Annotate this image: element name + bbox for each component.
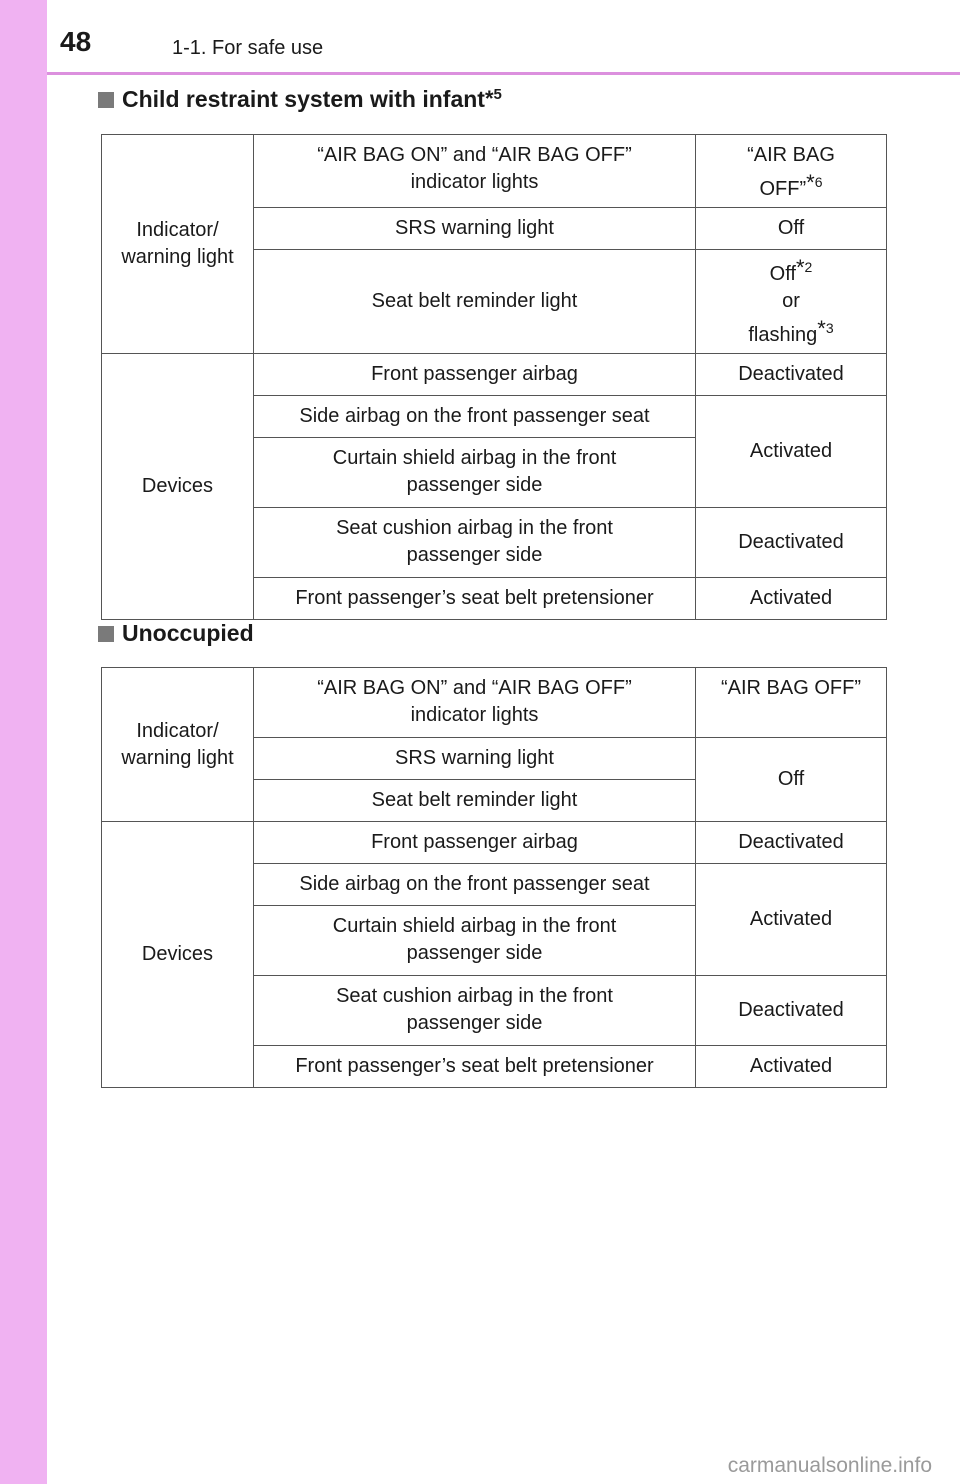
- row-name-srs: SRS warning light: [254, 208, 696, 250]
- side-tab-band: [0, 0, 47, 1484]
- row-name-seat-belt-reminder: Seat belt reminder light: [254, 250, 696, 354]
- row-value-indicator-lights: “AIR BAG OFF”: [696, 668, 887, 738]
- footnote-ref: 5: [493, 86, 502, 103]
- row-value-indicator-lights: “AIR BAG OFF”*$^6$: [696, 135, 887, 208]
- row-name-cushion-airbag: Seat cushion airbag in the front passenger side: [254, 508, 696, 578]
- bullet-square-icon: [98, 92, 114, 108]
- row-name-front-airbag: Front passenger airbag: [254, 354, 696, 396]
- row-value-cushion-airbag: Deactivated: [696, 976, 887, 1046]
- row-name-front-airbag: Front passenger airbag: [254, 822, 696, 864]
- devices-group-label: Devices: [102, 354, 254, 620]
- row-name-srs: SRS warning light: [254, 738, 696, 780]
- row-value-side-curtain: Activated: [696, 396, 887, 508]
- table-child-restraint-infant: [101, 134, 887, 620]
- row-value-seat-belt-reminder: Off*$^2$ or flashing*$^3$: [696, 250, 887, 354]
- row-value-cushion-airbag: Deactivated: [696, 508, 887, 578]
- header-rule: [47, 72, 960, 75]
- row-value-srs: Off: [696, 208, 887, 250]
- row-name-curtain-airbag: Curtain shield airbag in the front passenger side: [254, 438, 696, 508]
- row-name-side-airbag: Side airbag on the front passenger seat: [254, 396, 696, 438]
- table-row: [102, 354, 887, 396]
- row-value-srs-belt: Off: [696, 738, 887, 822]
- row-name-side-airbag: Side airbag on the front passenger seat: [254, 864, 696, 906]
- indicator-group-label: Indicator/ warning light: [102, 668, 254, 822]
- row-name-curtain-airbag: Curtain shield airbag in the front passenger side: [254, 906, 696, 976]
- heading-child-restraint-infant: [98, 86, 502, 113]
- row-name-cushion-airbag: Seat cushion airbag in the front passenger side: [254, 976, 696, 1046]
- row-value-front-airbag: Deactivated: [696, 354, 887, 396]
- row-value-side-curtain: Activated: [696, 864, 887, 976]
- row-name-indicator-lights: “AIR BAG ON” and “AIR BAG OFF” indicator lights: [254, 668, 696, 738]
- row-name-indicator-lights: “AIR BAG ON” and “AIR BAG OFF” indicator lights: [254, 135, 696, 208]
- row-value-front-airbag: Deactivated: [696, 822, 887, 864]
- row-name-seat-belt-reminder: Seat belt reminder light: [254, 780, 696, 822]
- bullet-square-icon: [98, 626, 114, 642]
- heading-unoccupied: [98, 620, 254, 647]
- row-value-pretensioner: Activated: [696, 578, 887, 620]
- table-unoccupied: [101, 667, 887, 1088]
- heading-text: Unoccupied: [122, 620, 254, 646]
- watermark-text: carmanualsonline.info: [727, 1454, 932, 1477]
- row-name-pretensioner: Front passenger’s seat belt pretensioner: [254, 1046, 696, 1088]
- table-row: [102, 822, 887, 864]
- row-name-pretensioner: Front passenger’s seat belt pretensioner: [254, 578, 696, 620]
- section-breadcrumb: 1-1. For safe use: [172, 37, 324, 59]
- row-value-pretensioner: Activated: [696, 1046, 887, 1088]
- heading-text: Child restraint system with infant: [122, 86, 485, 112]
- page-number: 48: [60, 26, 92, 57]
- table-row: [102, 135, 887, 208]
- indicator-group-label: Indicator/ warning light: [102, 135, 254, 354]
- table-row: [102, 668, 887, 738]
- footnote-star: *: [484, 86, 494, 111]
- devices-group-label: Devices: [102, 822, 254, 1088]
